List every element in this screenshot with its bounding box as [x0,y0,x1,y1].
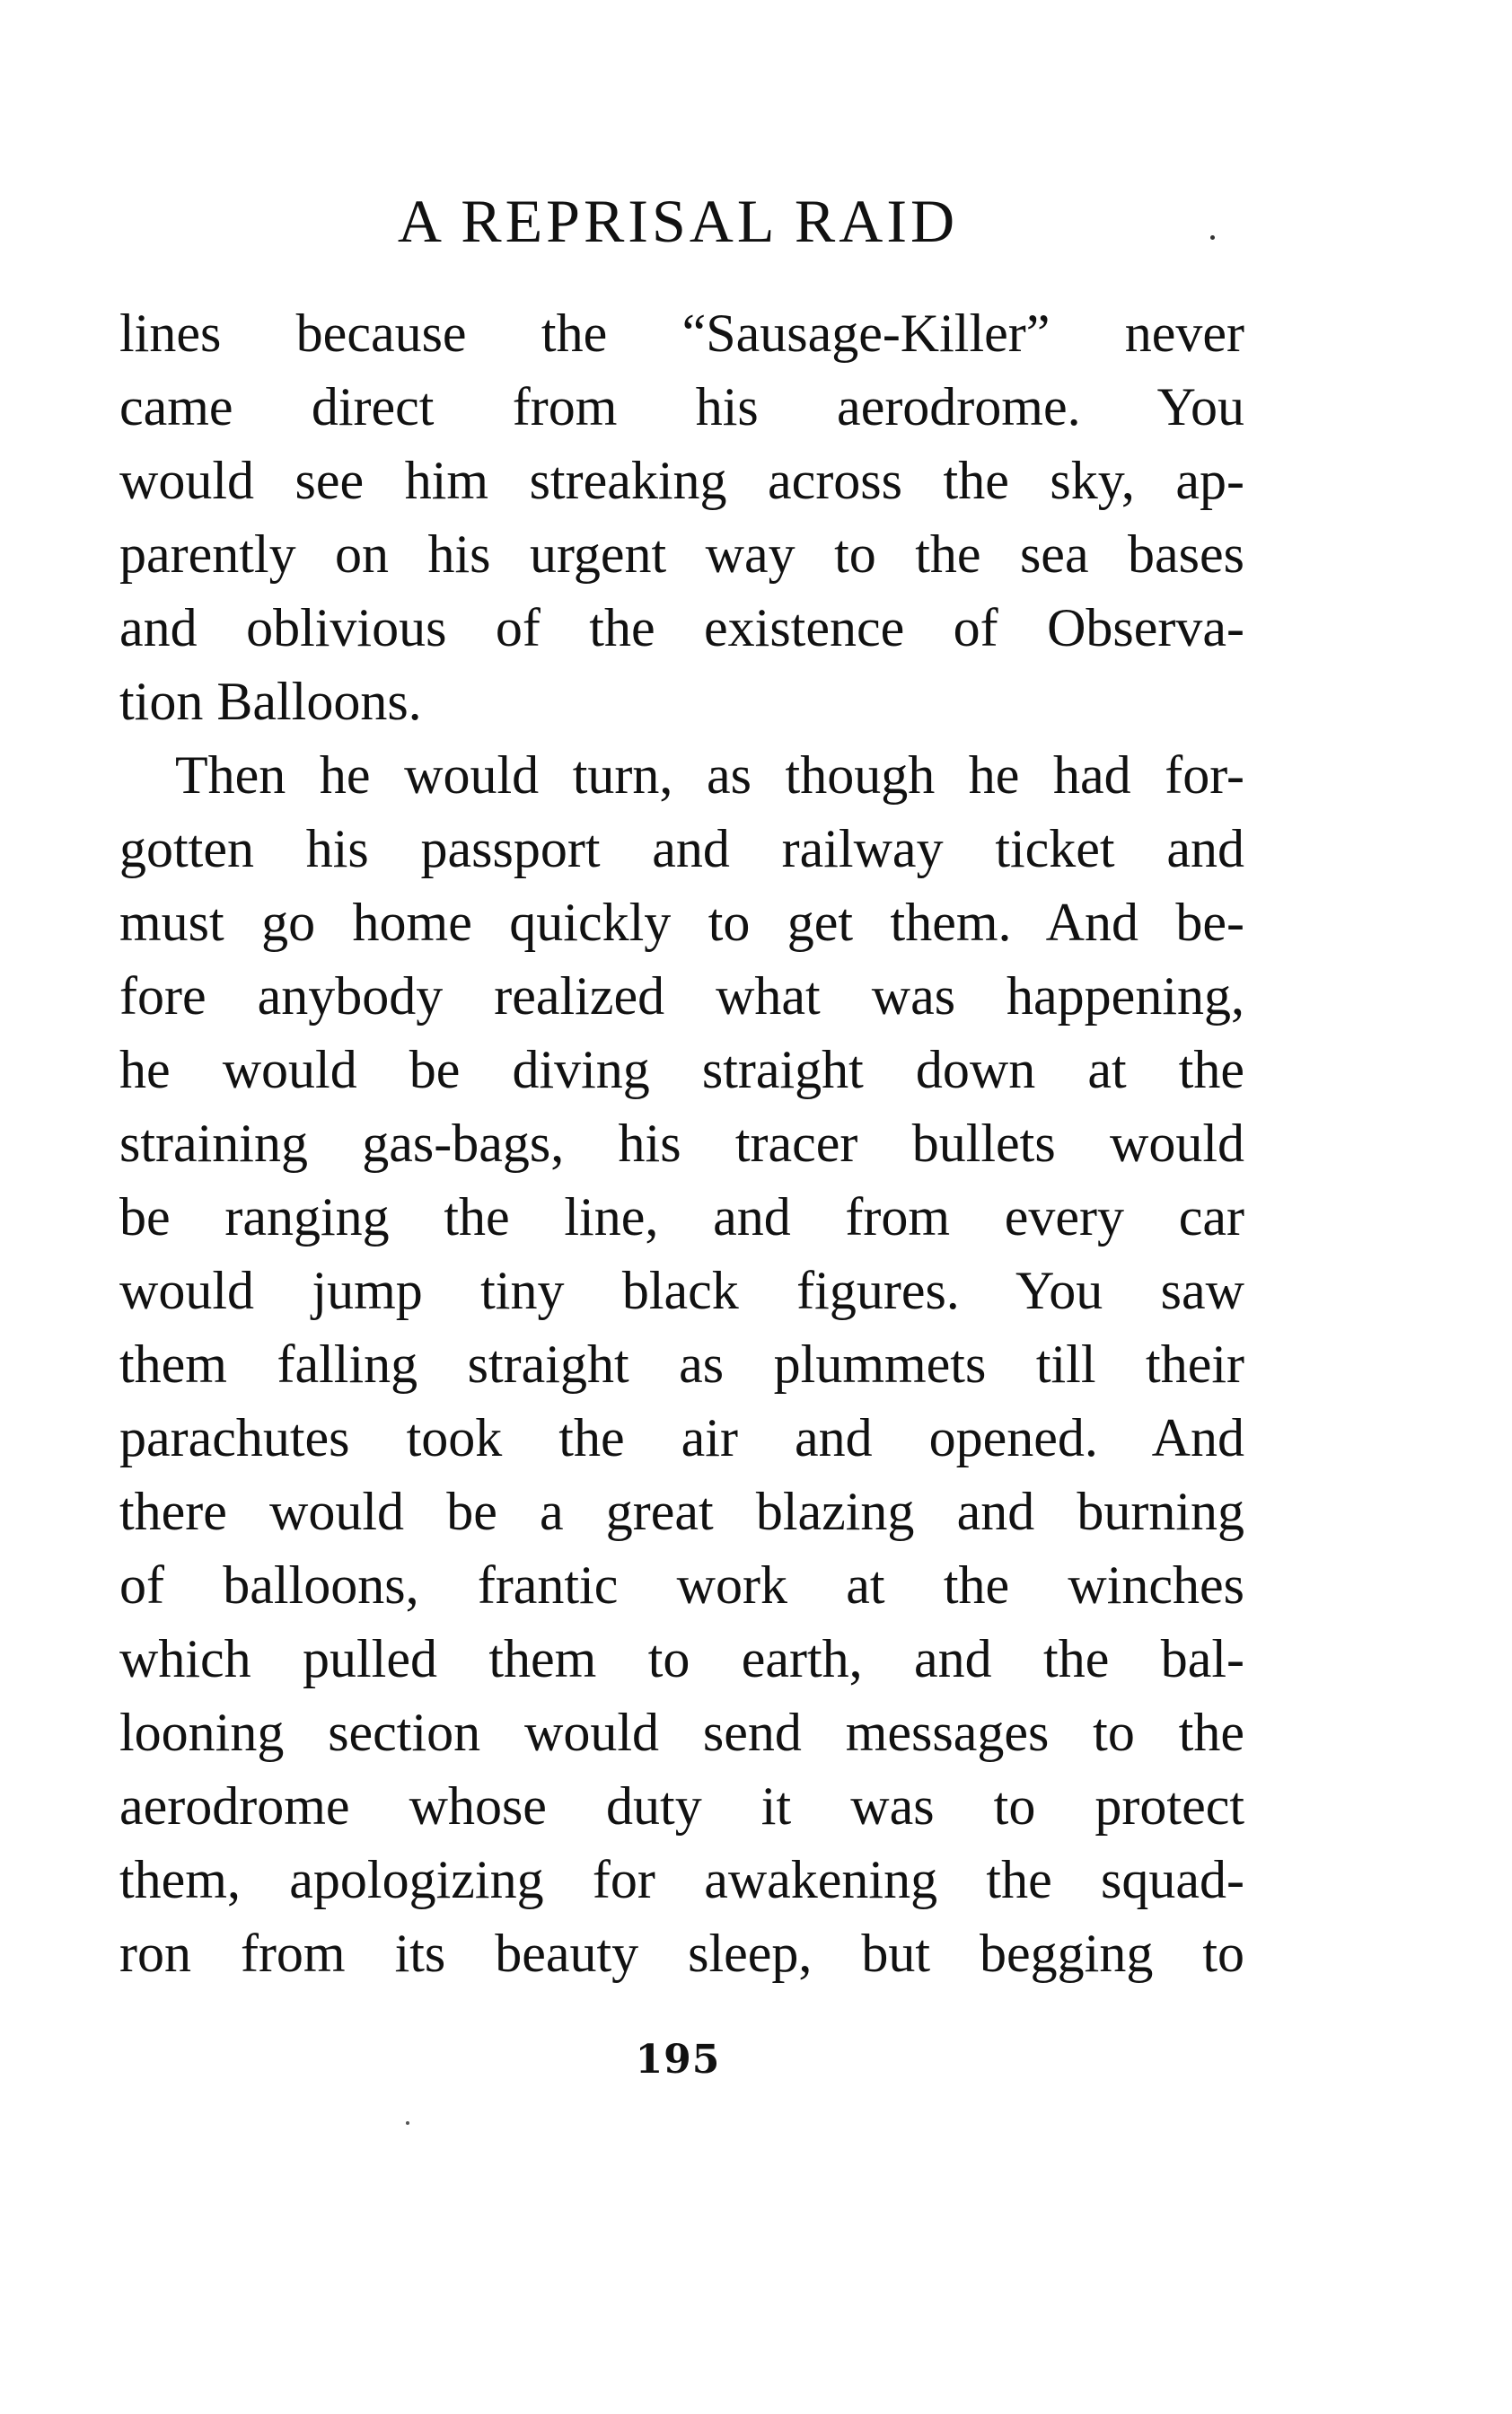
text-line: looning section would send messages to the [119,1703,1244,1762]
text-line: parently on his urgent way to the sea bases [119,524,1244,584]
text-line: fore anybody realized what was happening, [119,966,1244,1026]
text-line: tion Balloons. [119,672,422,731]
page-number: 195 [635,2037,721,2083]
text-line: Then he would turn, as though he had for- [175,745,1244,805]
text-line: gotten his passport and railway ticket and [119,819,1244,878]
paragraph-2 [119,738,1244,1990]
paragraph-1 [119,296,1244,738]
running-head: A REPRISAL RAID [397,187,959,255]
text-line: and oblivious of the existence of Observa- [119,598,1244,657]
text-line: lines because the “Sausage-Killer” never [119,304,1244,363]
text-line: be ranging the line, and from every car [119,1187,1244,1247]
text-line: must go home quickly to get them. And be- [119,893,1244,952]
text-line: which pulled them to earth, and the bal- [119,1629,1244,1688]
body-text [119,296,1244,1990]
text-line: ron from its beauty sleep, but begging to [119,1924,1244,1983]
text-line: parachutes took the air and opened. And [119,1408,1244,1467]
ink-speck [1210,235,1215,240]
text-line: would jump tiny black figures. You saw [119,1261,1244,1320]
text-line: straining gas-bags, his tracer bullets would [119,1114,1244,1173]
text-line: them, apologizing for awakening the squad- [119,1850,1244,1909]
text-line: them falling straight as plummets till their [119,1335,1244,1394]
text-line: would see him streaking across the sky, ap- [119,451,1244,510]
text-line: aerodrome whose duty it was to protect [119,1776,1244,1836]
text-line: he would be diving straight down at the [119,1040,1244,1099]
text-line: came direct from his aerodrome. You [119,377,1244,436]
ink-speck [406,2121,409,2125]
text-line: of balloons, frantic work at the winches [119,1555,1244,1615]
text-line: there would be a great blazing and burning [119,1482,1244,1541]
